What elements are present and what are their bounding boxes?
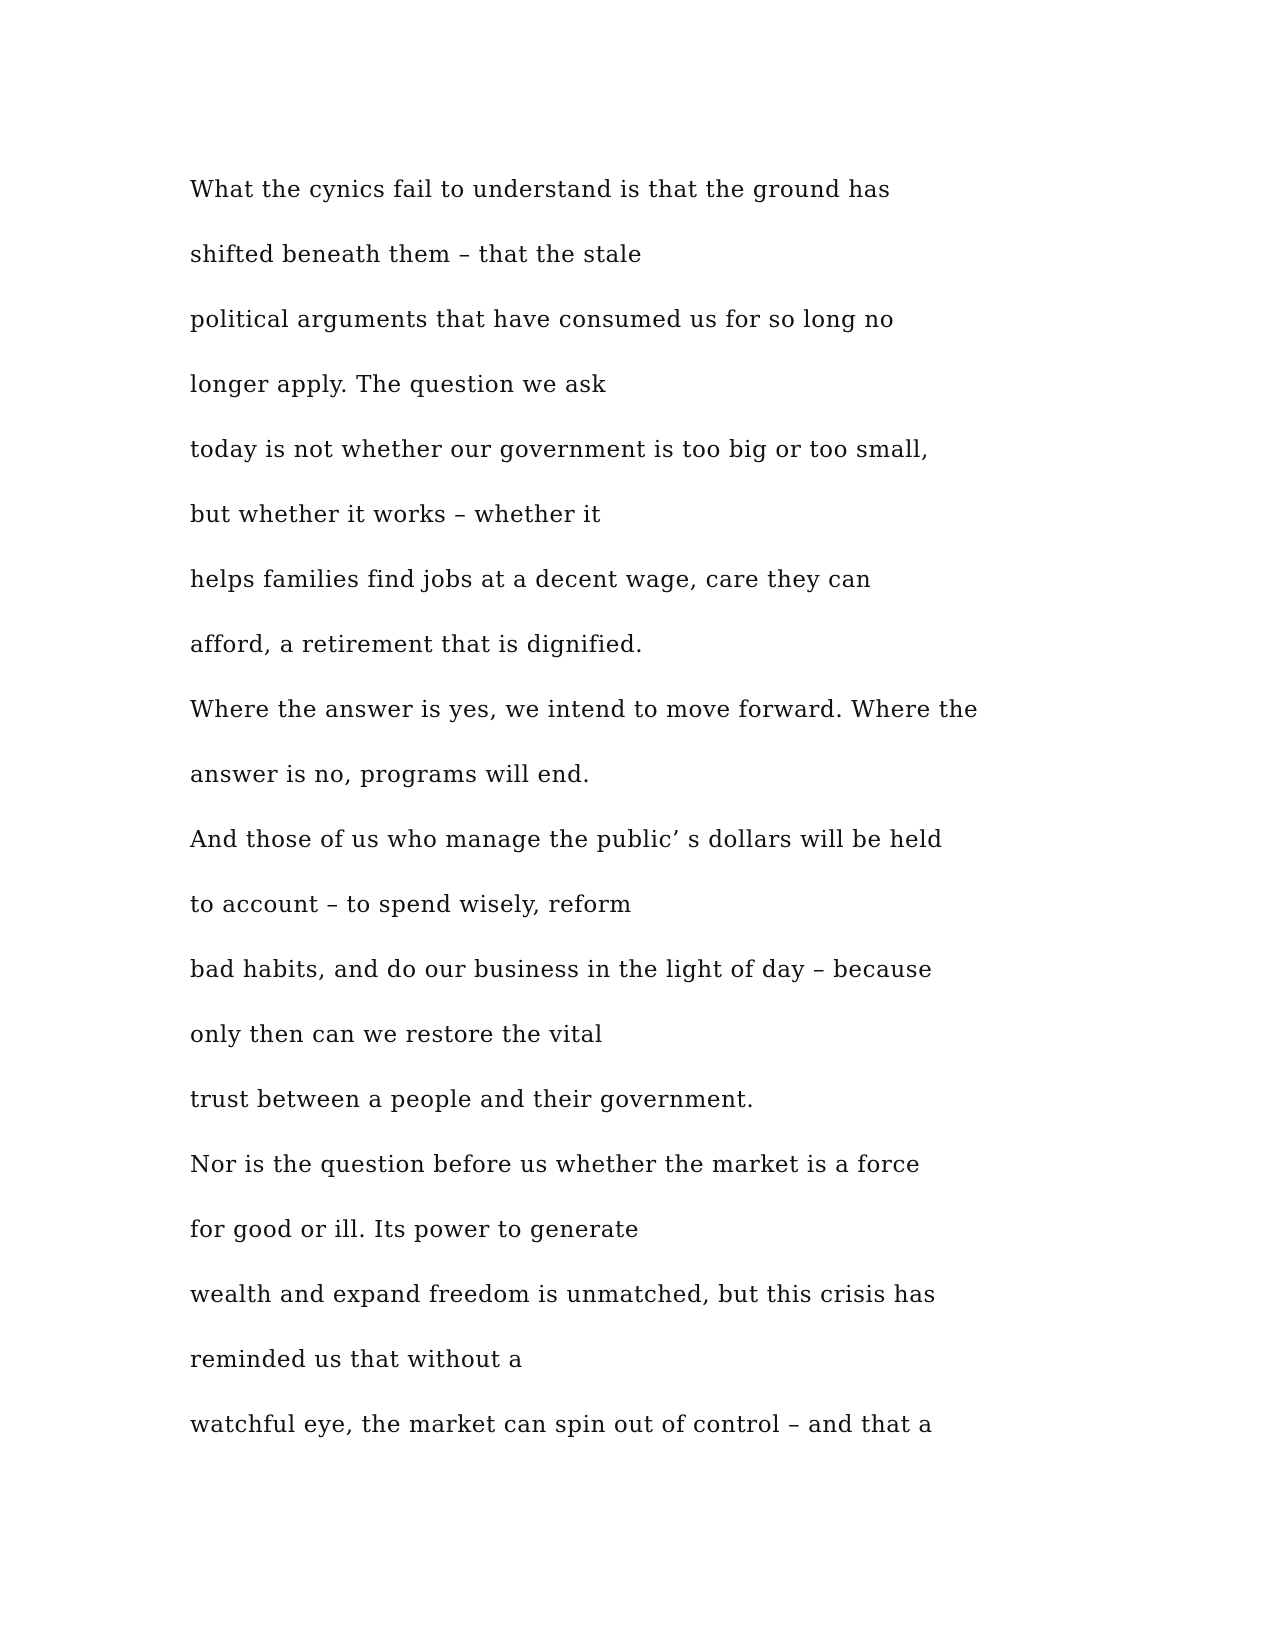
text-line: Nor is the question before us whether the market is a force <box>190 1152 921 1178</box>
text-line: answer is no, programs will end. <box>190 762 591 788</box>
document-body <box>190 158 1190 1458</box>
text-line: afford, a retirement that is dignified. <box>190 632 644 658</box>
text-line: longer apply. The question we ask <box>190 372 607 398</box>
text-line: political arguments that have consumed us for so long no <box>190 307 895 333</box>
text-line: for good or ill. Its power to generate <box>190 1217 640 1243</box>
text-line: Where the answer is yes, we intend to move forward. Where the <box>190 697 979 723</box>
text-line: watchful eye, the market can spin out of control – and that a <box>190 1412 933 1438</box>
text-line: only then can we restore the vital <box>190 1022 603 1048</box>
text-line: reminded us that without a <box>190 1347 523 1373</box>
text-line: wealth and expand freedom is unmatched, but this crisis has <box>190 1282 936 1308</box>
text-line: trust between a people and their government. <box>190 1087 755 1113</box>
text-line: but whether it works – whether it <box>190 502 601 528</box>
text-line: to account – to spend wisely, reform <box>190 892 632 918</box>
text-line: helps families find jobs at a decent wage, care they can <box>190 567 872 593</box>
text-line: What the cynics fail to understand is that the ground has <box>190 177 891 203</box>
text-line: today is not whether our government is too big or too small, <box>190 437 929 463</box>
text-line: And those of us who manage the public’ s dollars will be held <box>190 827 943 853</box>
text-line: bad habits, and do our business in the light of day – because <box>190 957 933 983</box>
text-line: shifted beneath them – that the stale <box>190 242 643 268</box>
